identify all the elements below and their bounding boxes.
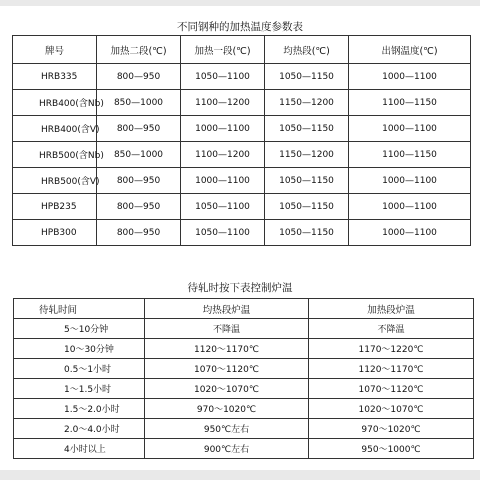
table-cell: 970～1020℃	[309, 419, 474, 439]
table-cell: 1000—1100	[349, 220, 471, 246]
table1-caption: 不同钢种的加热温度参数表	[177, 21, 303, 33]
header-cell: 加热二段(℃)	[97, 36, 181, 64]
table2-header-row	[14, 299, 474, 319]
table-cell: 1100—1200	[181, 142, 265, 168]
table-cell: 1120～1170℃	[309, 359, 474, 379]
table-cell: 不降温	[309, 319, 474, 339]
top-edge-strip	[0, 0, 480, 6]
table-row	[14, 379, 474, 399]
header-cell: 均热段炉温	[145, 299, 309, 319]
table-cell: 1100—1150	[349, 142, 471, 168]
table-cell: 1100—1150	[349, 90, 471, 116]
table-cell: 1050—1150	[265, 168, 349, 194]
header-cell: 加热段炉温	[309, 299, 474, 319]
table-cell: 850—1000	[97, 142, 181, 168]
table-row	[14, 319, 474, 339]
table-cell: 1000—1100	[349, 194, 471, 220]
table-cell: 1000—1100	[349, 168, 471, 194]
table-cell: 950～1000℃	[309, 439, 474, 459]
table-cell: 900℃左右	[145, 439, 309, 459]
table-row	[13, 64, 471, 90]
header-cell: 均热段(℃)	[265, 36, 349, 64]
header-cell: 加热一段(℃)	[181, 36, 265, 64]
table-cell: 1170～1220℃	[309, 339, 474, 359]
table-cell: 800—950	[97, 220, 181, 246]
table-cell: 950℃左右	[145, 419, 309, 439]
waiting-time-cell: 1～1.5小时	[14, 379, 145, 399]
table-cell: 1050—1150	[265, 220, 349, 246]
table-cell: 1120～1170℃	[145, 339, 309, 359]
table-cell: 1050—1150	[265, 64, 349, 90]
table-row	[13, 90, 471, 116]
header-cell: 待轧时间	[14, 299, 145, 319]
bottom-edge-strip	[0, 470, 480, 480]
steel-grade-cell: HRB400(含Nb)	[13, 90, 97, 116]
table-row	[13, 168, 471, 194]
table-cell: 1000—1100	[349, 64, 471, 90]
table-cell: 800—950	[97, 116, 181, 142]
table-cell: 1000—1100	[349, 116, 471, 142]
table-row	[13, 194, 471, 220]
table-cell: 1100—1200	[181, 90, 265, 116]
waiting-time-cell: 4小时以上	[14, 439, 145, 459]
table-cell: 1150—1200	[265, 142, 349, 168]
header-cell: 牌号	[13, 36, 97, 64]
table-cell: 不降温	[145, 319, 309, 339]
table-cell: 1050—1150	[265, 116, 349, 142]
waiting-time-cell: 2.0～4.0小时	[14, 419, 145, 439]
table-cell: 1000—1100	[181, 116, 265, 142]
table1-header-row	[13, 36, 471, 64]
steel-grade-cell: HRB335	[13, 64, 97, 90]
table-row	[13, 220, 471, 246]
table-row	[14, 359, 474, 379]
steel-grade-cell: HRB500(含V)	[13, 168, 97, 194]
table-row	[14, 439, 474, 459]
waiting-time-cell: 5～10分钟	[14, 319, 145, 339]
table-cell: 1020～1070℃	[145, 379, 309, 399]
table-cell: 1000—1100	[181, 168, 265, 194]
table-row	[13, 142, 471, 168]
table-cell: 1050—1100	[181, 220, 265, 246]
table2-caption: 待轧时按下表控制炉温	[187, 282, 293, 294]
heating-temperature-table	[12, 35, 471, 246]
steel-grade-cell: HRB500(含Nb)	[13, 142, 97, 168]
waiting-time-cell: 1.5～2.0小时	[14, 399, 145, 419]
steel-grade-cell: HPB235	[13, 194, 97, 220]
table-cell: 1020～1070℃	[309, 399, 474, 419]
table-cell: 800—950	[97, 64, 181, 90]
table-cell: 1070～1120℃	[145, 359, 309, 379]
table-cell: 1150—1200	[265, 90, 349, 116]
table-cell: 1050—1100	[181, 64, 265, 90]
steel-grade-cell: HRB400(含V)	[13, 116, 97, 142]
table-row	[14, 419, 474, 439]
table-cell: 1050—1100	[181, 194, 265, 220]
table-row	[14, 399, 474, 419]
table-cell: 850—1000	[97, 90, 181, 116]
waiting-time-cell: 0.5～1小时	[14, 359, 145, 379]
steel-grade-cell: HPB300	[13, 220, 97, 246]
waiting-time-cell: 10～30分钟	[14, 339, 145, 359]
table-cell: 1050—1150	[265, 194, 349, 220]
table-row	[14, 339, 474, 359]
table-cell: 970～1020℃	[145, 399, 309, 419]
header-cell: 出钢温度(℃)	[349, 36, 471, 64]
table-cell: 1070～1120℃	[309, 379, 474, 399]
table-cell: 800—950	[97, 168, 181, 194]
table-cell: 800—950	[97, 194, 181, 220]
furnace-temperature-control-table	[13, 298, 474, 459]
table-row	[13, 116, 471, 142]
